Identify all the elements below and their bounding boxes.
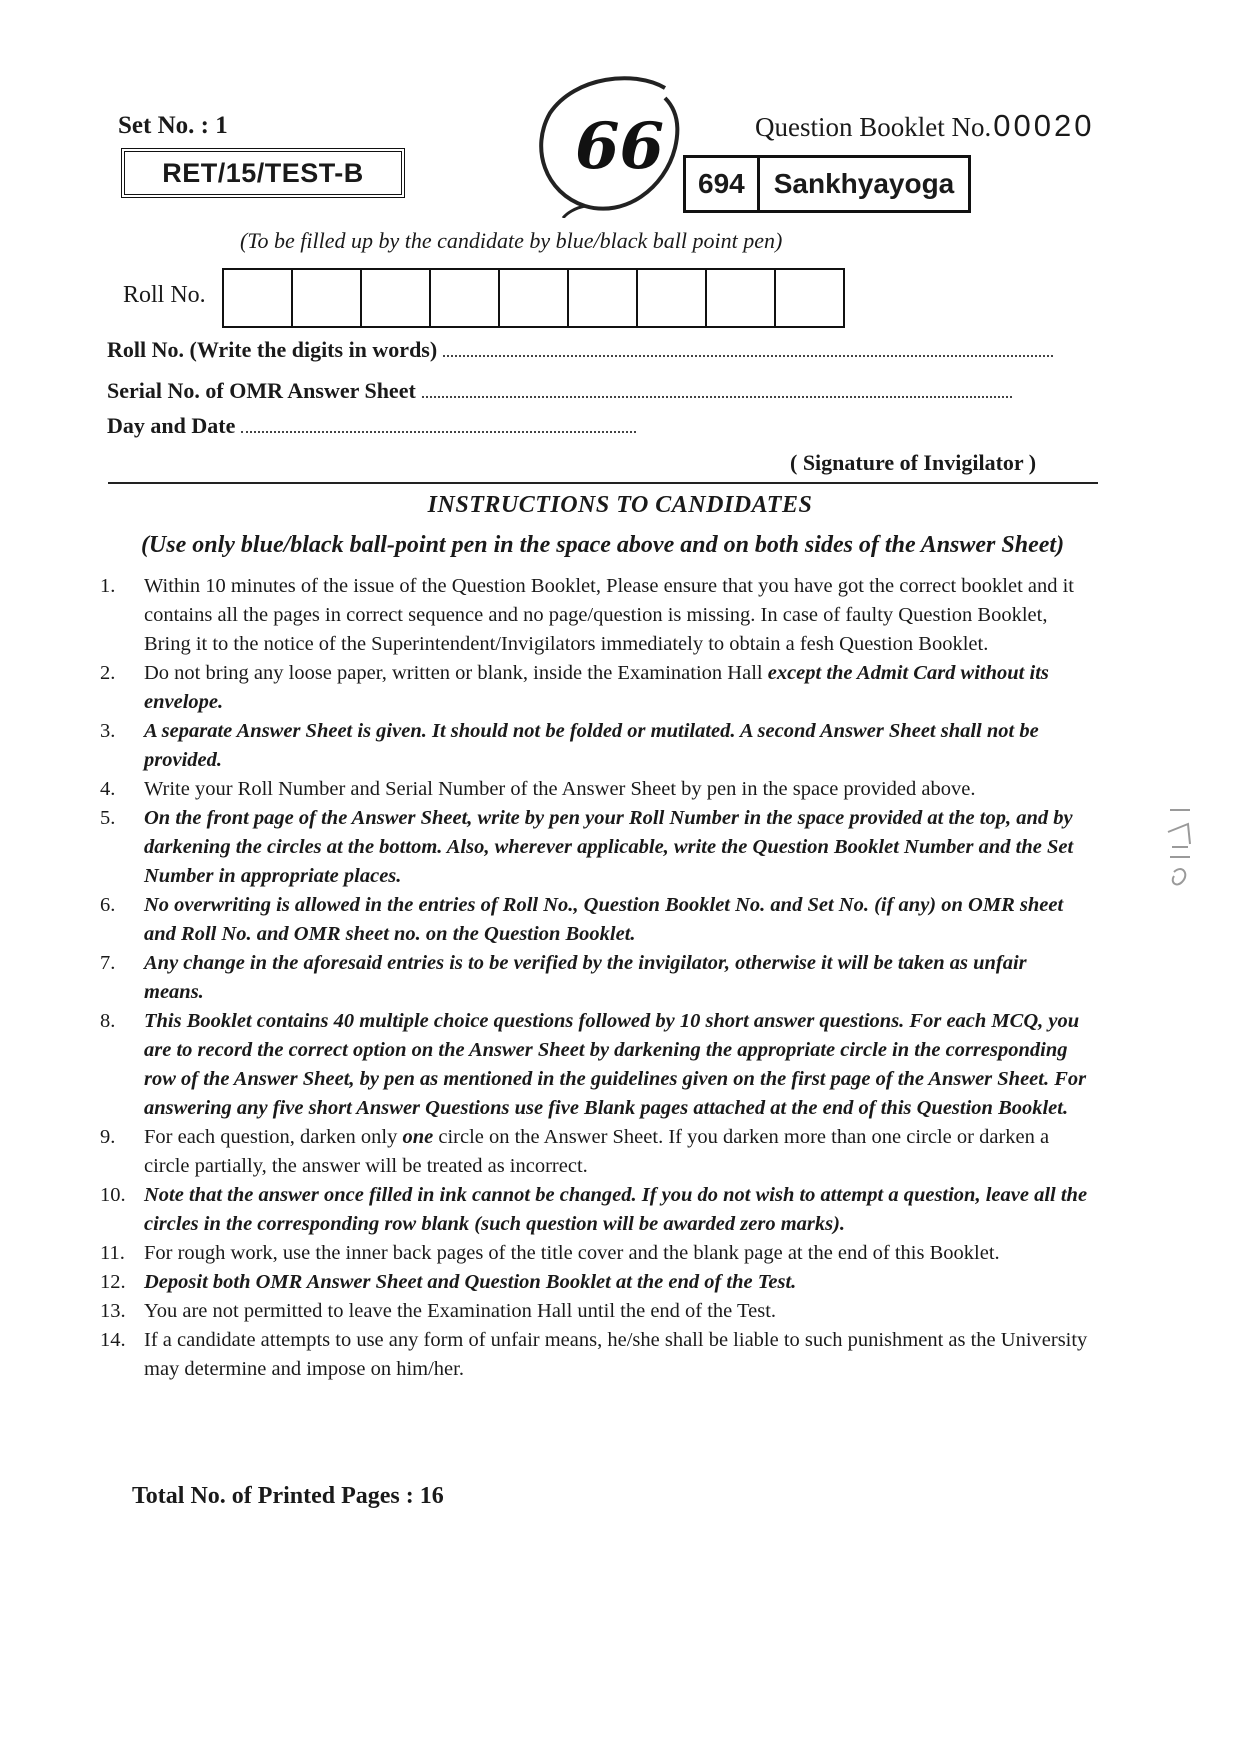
instruction-item: 8. This Booklet contains 40 multiple choice questions followed by 10 short answer questions. For each MCQ, you are to record the correct option on the Answer Sheet by darkening the appropriate circle in the corresponding row of the Answer Sheet, by pen as mentioned in the guidelines given on the first page of the Answer Sheet. For answering any five short Answer Questions use five Blank pages attached at the end of this Question Booklet.	[100, 1010, 1087, 1119]
roll-digit-box[interactable]	[705, 268, 776, 328]
roll-words-field[interactable]	[443, 354, 1053, 357]
subject-name: Sankhyayoga	[773, 168, 955, 199]
roll-digit-box[interactable]	[429, 268, 500, 328]
instructions-title: INSTRUCTIONS TO CANDIDATES	[427, 492, 813, 518]
day-date-row	[107, 413, 636, 439]
omr-row	[107, 378, 1012, 404]
instruction-item: 9. For each question, darken only one circle on the Answer Sheet. If you darken more than one circle or darken a circle partially, the answer will be treated as incorrect.	[100, 1126, 1050, 1177]
instruction-item: 6. No overwriting is allowed in the entries of Roll No., Question Booklet No. and Set No. (if any) on OMR sheet and Roll No. and OMR sheet no. on the Question Booklet.	[100, 894, 1064, 945]
stamp-circle-tail	[563, 206, 585, 218]
roll-digit-box[interactable]	[291, 268, 362, 328]
roll-words-label: Roll No. (Write the digits in words)	[107, 337, 438, 362]
roll-number-boxes[interactable]	[222, 268, 843, 328]
total-printed-pages: Total No. of Printed Pages : 16	[132, 1483, 444, 1509]
day-date-field[interactable]	[241, 430, 636, 433]
instruction-item: 11. For rough work, use the inner back pages of the title cover and the blank page at the end of this Booklet.	[100, 1242, 1000, 1264]
subject-code: 694	[686, 158, 760, 210]
instructions-subtitle: (Use only blue/black ball-point pen in the space above and on both sides of the Answer Sheet)	[140, 532, 1065, 558]
test-code-box: RET/15/TEST-B	[121, 148, 405, 198]
instruction-item: 14. If a candidate attempts to use any form of unfair means, he/she shall be liable to such punishment as the University may determine and impose on him/her.	[100, 1329, 1088, 1380]
margin-stamp-mark	[1160, 802, 1200, 892]
omr-field[interactable]	[422, 395, 1012, 398]
stamp-number: 66	[575, 109, 665, 184]
omr-label: Serial No. of OMR Answer Sheet	[107, 378, 416, 403]
instruction-item: 2. Do not bring any loose paper, written or blank, inside the Examination Hall except the Admit Card without its envelope.	[100, 662, 1049, 713]
subject-box	[683, 155, 971, 213]
roll-digit-box[interactable]	[774, 268, 845, 328]
instruction-item: 13. You are not permitted to leave the Examination Hall until the end of the Test.	[100, 1300, 777, 1322]
roll-digit-box[interactable]	[636, 268, 707, 328]
day-date-label: Day and Date	[107, 413, 236, 438]
roll-digit-box[interactable]	[567, 268, 638, 328]
booklet-label: Question Booklet No.	[755, 112, 992, 142]
roll-label: Roll No.	[123, 282, 206, 308]
instruction-item: 3. A separate Answer Sheet is given. It should not be folded or mutilated. A second Answer Sheet shall not be provided.	[100, 720, 1039, 771]
instructions-list	[100, 572, 1090, 1384]
fill-note: (To be filled up by the candidate by blue/black ball point pen)	[240, 228, 783, 253]
roll-words-row	[107, 337, 1053, 363]
booklet-no: 00020	[993, 108, 1095, 143]
instruction-item: 4. Write your Roll Number and Serial Number of the Answer Sheet by pen in the space provided above.	[100, 778, 976, 800]
roll-digit-box[interactable]	[498, 268, 569, 328]
roll-digit-box[interactable]	[222, 268, 293, 328]
divider	[108, 482, 1098, 484]
question-booklet-number	[755, 108, 1094, 144]
instruction-item: 12. Deposit both OMR Answer Sheet and Question Booklet at the end of the Test.	[100, 1271, 797, 1293]
set-number: Set No. : 1	[118, 112, 228, 139]
instruction-item: 10. Note that the answer once filled in ink cannot be changed. If you do not wish to attempt a question, leave all the circles in the corresponding row blank (such question will be awarded zero marks).	[100, 1184, 1088, 1235]
handwritten-stamp	[525, 68, 695, 218]
instruction-item: 5. On the front page of the Answer Sheet, write by pen your Roll Number in the space provided at the top, and by darkening the circles at the bottom. Also, wherever applicable, write the Question Booklet Number and the Set Number in appropriate places.	[100, 807, 1074, 887]
roll-digit-box[interactable]	[360, 268, 431, 328]
signature-label: ( Signature of Invigilator )	[790, 450, 1037, 475]
instruction-item: 1. Within 10 minutes of the issue of the Question Booklet, Please ensure that you have got the correct booklet and it contains all the pages in correct sequence and no page/question is missing. In case of faulty Question Booklet, Bring it to the notice of the Superintendent/Invigilators immediately to obtain a fesh Question Booklet.	[100, 575, 1075, 655]
instruction-item: 7. Any change in the aforesaid entries is to be verified by the invigilator, otherwise it will be taken as unfair means.	[100, 952, 1027, 1003]
